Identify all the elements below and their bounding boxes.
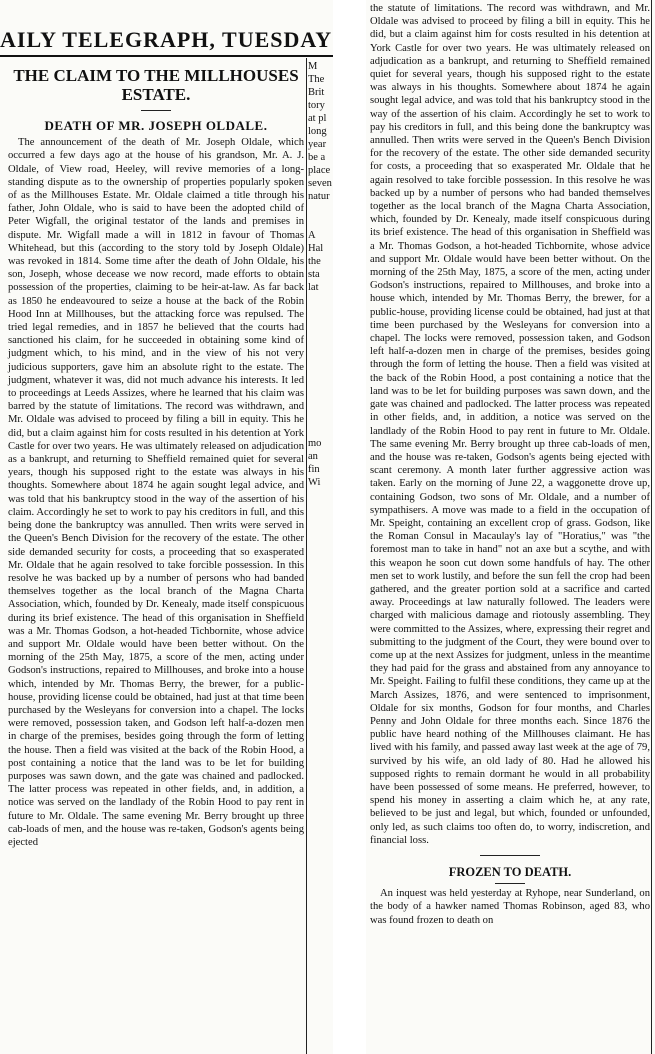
- column-rule: [306, 58, 307, 1054]
- section-separator: [480, 855, 540, 856]
- article-headline: THE CLAIM TO THE MILLHOUSES ESTATE.: [13, 66, 299, 104]
- adjacent-column-fragment: M The Brit tory at pl long year be a place seven natur A Hal the sta lat mo an fin Wi: [308, 61, 332, 488]
- frozen-heading: FROZEN TO DEATH.: [448, 865, 572, 879]
- article-paragraph: The announcement of the death of Mr. Joseph Oldale, which occurred a few days ago at the house of his grandson, Mr. A. J. Oldale, of View road, Heeley, will revive memories of a long-standing dispute as to the ownership of properties popularly spoken of as the Millhouses Estate. Mr. Oldale claimed a title through his father, John Oldale, who is said to have been the adopted child of Peter Wigfall, the original testator of the lands and premises in dispute. Mr. Wigfall made a will in 1812 in favour of Thomas Whitehead, but this (according to the story told by Joseph Oldale) was revoked in 1814. Some time after the death of John Oldale, his son, Joseph, whose decease we now record, made efforts to obtain possession of the properties, claiming to be heir-at-law. As far back as 1850 he endeavoured to seize a house at the back of the Robin Hood Inn at Millhouses, but the attacking force was repulsed. The tried legal remedies, and in 1857 he believed that the courts had sanctioned his claim, for he succeeded in obtaining some kind of judgment which, to his mind, and in the view of his not very judicious supporters, gave him an absolute right to the estate. The judgment, whatever it was, did not much advance his interests. It led to proceedings at Leeds Assizes, where he learned that his claim was barred by the statute of limitations. The record was withdrawn, and Mr. Oldale was advised to proceed by filing a bill in equity. This he did, but a claim against him for costs resulted in his detention at York Castle for over two years. He was ultimately released on adjudication as a bankrupt, and returning to Sheffield remained quiet for several years, though his supposed right to the estate was always in his thoughts. Somewhere about 1874 he again sought legal advice, and was told that his bankruptcy stood in the way of the assertion of his claim. Accordingly he set to work to pay his creditors in full, and this being done the bankruptcy was annulled. Then writs were served in the Queen's Bench Division for the recovery of the estate. The other side demanded security for costs, a proceeding that so exasperated Mr. Oldale that he again resolved to take forcible possession. In this resolve he was backed up by a number of persons who had banded themselves together as the local branch of the Magna Charta Association, which, founded by Dr. Kenealy, made itself conspicuous during its brief existence. The head of this organisation in Sheffield was a Mr. Thomas Godson, a hot-headed Tichbornite, whose advice and support Mr. Oldale would have been better without. On the morning of the 25th May, 1875, a score of the men, acting under Godson's instructions, repaired to Millhouses, and broke into a house which, intended by Mr. Thomas Berry, the brewer, for a public-house, providing license could be obtained, had just at that time been purchased by the Wesleyans for conversion into a chapel. The locks were removed, possession taken, and Godson left half-a-dozen men in charge of the premises, besides going through the form of letting the house. Then a field was visited at the back of the Robin Hood, a post containing a notice that the land was to be let for building purposes was sawn down, and the gate was chained and padlocked. The latter process was repeated in other fields, and, in addition, a notice was served on the landlady of the Robin Hood to pay rent in future to Mr. Oldale. The same evening Mr. Berry brought up three cab-loads of men, and the house was re-taken, Godson's agents being ejected: [8, 137, 304, 848]
- masthead-rule: [0, 55, 333, 57]
- article-subhead: DEATH OF MR. JOSEPH OLDALE.: [44, 118, 268, 133]
- right-page-clipping: [366, 0, 655, 1054]
- heading-separator: [495, 883, 525, 884]
- continuation-paragraph: the statute of limitations. The record was withdrawn, and Mr. Oldale was advised to proceed by filing a bill in equity. This he did, but a claim against him for costs resulted in his detention at York Castle for over two years. He was ultimately released on adjudication as a bankrupt, and returning to Sheffield remained quiet for several years, though his supposed right to the estate was always in his thoughts. Somewhere about 1874 he again sought legal advice, and was told that his bankruptcy stood in the way of the assertion of his claim. Accordingly he set to work to pay his creditors in full, and this being done the bankruptcy was annulled. Then writs were served in the Queen's Bench Division for the recovery of the estate. The other side demanded security for costs, a proceeding that so exasperated Mr. Oldale that he again resolved to take forcible possession. In this resolve he was backed up by a number of persons who had banded themselves together as the local branch of the Magna Charta Association, which, founded by Dr. Kenealy, made itself conspicuous during its brief existence. The head of this organisation in Sheffield was a Mr. Thomas Godson, a hot-headed Tichbornite, whose advice and support Mr. Oldale would have been better without. On the morning of the 25th May, 1875, a score of the men, acting under Godson's instructions, repaired to Millhouses, and broke into a house which, intended by Mr. Thomas Berry, the brewer, for a public-house, providing license could be obtained, had just at that time been purchased by the Wesleyans for conversion into a chapel. The locks were removed, possession taken, and Godson left half-a-dozen men in charge of the premises, besides going through the form of letting the house. Then a field was visited at the back of the Robin Hood, a post containing a notice that the land was to be let for building purposes was sawn down, and the gate was chained and padlocked. The latter process was repeated in other fields, and, in addition, a notice was served on the landlady of the Robin Hood to pay rent in future to Mr. Oldale. The same evening Mr. Berry brought up three cab-loads of men, and the house was re-taken, Godson's agents being ejected with scant ceremony. A month later further aggressive action was taken. Early on the morning of June 22, a waggonette drove up, containing Godson, two sons of Mr. Oldale, and a number of sympathisers. A move was made to a field in the occupation of Mr. Speight, containing an excellent crop of grass. Godson, like the Roman Consul in Macaulay's lay of "Horatius," was "the foremost man to take in hand" not an axe but a scythe, and with this weapon he soon cut down some handfuls of hay. The other men set to work lustily, and before the sun fell the crop had been gathered, and the greater portion sold at a sacrifice and carted away. Proceedings at law naturally followed. The leaders were charged with malicious damage and riotously assembling. They were committed to the Assizes, where, expressing their regret and submitting to the judgment of the Court, they were bound over to come up at the next Assizes for judgment, unless in the meantime they had paid for the grass and abstained from any annoyance to Mr. Speight. Failing to fulfil these conditions, they came up at the March Assizes, 1876, and were sentenced to imprisonment, Oldale for six months, Godson for four months, and Charles Penny and John Oldale for three months each. Since 1876 the public have heard nothing of the Millhouses claimant. He has lived with his family, and passed away last week at the age of 79, survived by his wife, an old lady of 80. Had he allowed his supposed rights to remain dormant he would in all probability have been possessed of some means. He preferred, however, to spend his money in asserting a claim which he, at any rate, believed to be just and legal, but which, founded or unfounded, only led, as such claims too often do, to worry, indiscretion, and financial loss.: [370, 3, 650, 846]
- article-column: [8, 60, 304, 849]
- masthead: AILY TELEGRAPH, TUESDAY: [0, 27, 333, 52]
- right-column-rule: [651, 0, 652, 1054]
- headline-separator: [141, 110, 171, 111]
- frozen-paragraph: An inquest was held yesterday at Ryhope, near Sunderland, on the body of a hawker named Thomas Robinson, aged 83, who was found frozen to death on: [370, 888, 650, 926]
- continuation-column: [370, 2, 650, 927]
